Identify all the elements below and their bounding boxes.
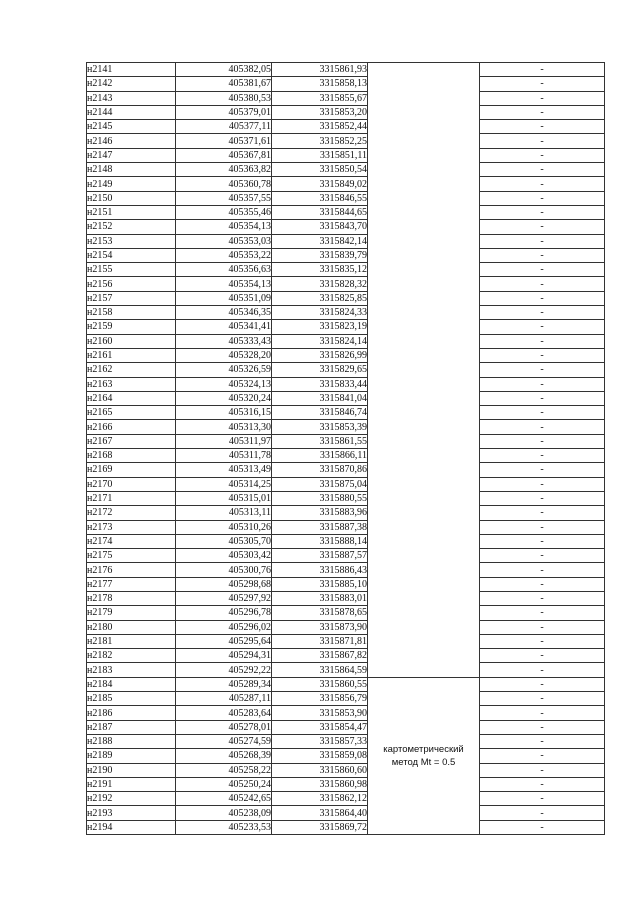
table-row bbox=[87, 191, 605, 205]
accuracy-cell: - bbox=[480, 692, 605, 706]
point-name-cell: н2176 bbox=[87, 563, 176, 577]
x-coordinate-cell: 405268,39 bbox=[176, 749, 272, 763]
table-row bbox=[87, 234, 605, 248]
x-coordinate-cell: 405315,01 bbox=[176, 491, 272, 505]
point-name-cell: н2157 bbox=[87, 291, 176, 305]
y-coordinate-cell: 3315852,25 bbox=[272, 134, 368, 148]
x-coordinate-cell: 405258,22 bbox=[176, 763, 272, 777]
y-coordinate-cell: 3315878,65 bbox=[272, 606, 368, 620]
table-row bbox=[87, 120, 605, 134]
point-name-cell: н2184 bbox=[87, 677, 176, 691]
y-coordinate-cell: 3315853,39 bbox=[272, 420, 368, 434]
y-coordinate-cell: 3315842,14 bbox=[272, 234, 368, 248]
table-row bbox=[87, 577, 605, 591]
accuracy-cell: - bbox=[480, 820, 605, 834]
coordinates-table-body bbox=[87, 63, 605, 835]
table-row bbox=[87, 348, 605, 362]
accuracy-cell: - bbox=[480, 706, 605, 720]
point-name-cell: н2183 bbox=[87, 663, 176, 677]
table-row bbox=[87, 549, 605, 563]
table-row bbox=[87, 334, 605, 348]
table-row bbox=[87, 777, 605, 791]
accuracy-cell: - bbox=[480, 306, 605, 320]
point-name-cell: н2182 bbox=[87, 649, 176, 663]
x-coordinate-cell: 405305,70 bbox=[176, 534, 272, 548]
x-coordinate-cell: 405287,11 bbox=[176, 692, 272, 706]
table-row bbox=[87, 263, 605, 277]
table-row bbox=[87, 277, 605, 291]
accuracy-cell: - bbox=[480, 277, 605, 291]
point-name-cell: н2164 bbox=[87, 391, 176, 405]
point-name-cell: н2160 bbox=[87, 334, 176, 348]
accuracy-cell: - bbox=[480, 606, 605, 620]
table-row bbox=[87, 749, 605, 763]
table-row bbox=[87, 534, 605, 548]
coordinates-table bbox=[86, 62, 605, 835]
point-name-cell: н2156 bbox=[87, 277, 176, 291]
point-name-cell: н2171 bbox=[87, 491, 176, 505]
accuracy-cell: - bbox=[480, 663, 605, 677]
y-coordinate-cell: 3315851,11 bbox=[272, 148, 368, 162]
accuracy-cell: - bbox=[480, 191, 605, 205]
accuracy-cell: - bbox=[480, 734, 605, 748]
table-row bbox=[87, 591, 605, 605]
y-coordinate-cell: 3315885,10 bbox=[272, 577, 368, 591]
point-name-cell: н2152 bbox=[87, 220, 176, 234]
point-name-cell: н2191 bbox=[87, 777, 176, 791]
table-row bbox=[87, 363, 605, 377]
y-coordinate-cell: 3315861,93 bbox=[272, 63, 368, 77]
accuracy-cell: - bbox=[480, 77, 605, 91]
y-coordinate-cell: 3315841,04 bbox=[272, 391, 368, 405]
accuracy-cell: - bbox=[480, 163, 605, 177]
accuracy-cell: - bbox=[480, 520, 605, 534]
table-row bbox=[87, 520, 605, 534]
x-coordinate-cell: 405356,63 bbox=[176, 263, 272, 277]
table-row bbox=[87, 806, 605, 820]
accuracy-cell: - bbox=[480, 148, 605, 162]
y-coordinate-cell: 3315860,98 bbox=[272, 777, 368, 791]
x-coordinate-cell: 405295,64 bbox=[176, 634, 272, 648]
y-coordinate-cell: 3315824,14 bbox=[272, 334, 368, 348]
x-coordinate-cell: 405250,24 bbox=[176, 777, 272, 791]
y-coordinate-cell: 3315859,08 bbox=[272, 749, 368, 763]
accuracy-cell: - bbox=[480, 91, 605, 105]
y-coordinate-cell: 3315888,14 bbox=[272, 534, 368, 548]
accuracy-cell: - bbox=[480, 248, 605, 262]
point-name-cell: н2175 bbox=[87, 549, 176, 563]
y-coordinate-cell: 3315873,90 bbox=[272, 620, 368, 634]
x-coordinate-cell: 405381,67 bbox=[176, 77, 272, 91]
x-coordinate-cell: 405326,59 bbox=[176, 363, 272, 377]
accuracy-cell: - bbox=[480, 348, 605, 362]
accuracy-cell: - bbox=[480, 263, 605, 277]
y-coordinate-cell: 3315856,79 bbox=[272, 692, 368, 706]
accuracy-cell: - bbox=[480, 420, 605, 434]
x-coordinate-cell: 405296,02 bbox=[176, 620, 272, 634]
x-coordinate-cell: 405310,26 bbox=[176, 520, 272, 534]
accuracy-cell: - bbox=[480, 177, 605, 191]
y-coordinate-cell: 3315867,82 bbox=[272, 649, 368, 663]
table-row bbox=[87, 677, 605, 691]
x-coordinate-cell: 405303,42 bbox=[176, 549, 272, 563]
x-coordinate-cell: 405353,03 bbox=[176, 234, 272, 248]
point-name-cell: н2168 bbox=[87, 449, 176, 463]
y-coordinate-cell: 3315825,85 bbox=[272, 291, 368, 305]
accuracy-cell: - bbox=[480, 763, 605, 777]
table-row bbox=[87, 91, 605, 105]
accuracy-cell: - bbox=[480, 634, 605, 648]
y-coordinate-cell: 3315835,12 bbox=[272, 263, 368, 277]
x-coordinate-cell: 405297,92 bbox=[176, 591, 272, 605]
table-row bbox=[87, 649, 605, 663]
point-name-cell: н2169 bbox=[87, 463, 176, 477]
table-row bbox=[87, 606, 605, 620]
y-coordinate-cell: 3315860,60 bbox=[272, 763, 368, 777]
x-coordinate-cell: 405289,34 bbox=[176, 677, 272, 691]
accuracy-cell: - bbox=[480, 506, 605, 520]
x-coordinate-cell: 405278,01 bbox=[176, 720, 272, 734]
x-coordinate-cell: 405274,59 bbox=[176, 734, 272, 748]
table-row bbox=[87, 634, 605, 648]
y-coordinate-cell: 3315880,55 bbox=[272, 491, 368, 505]
y-coordinate-cell: 3315846,55 bbox=[272, 191, 368, 205]
y-coordinate-cell: 3315864,40 bbox=[272, 806, 368, 820]
point-name-cell: н2158 bbox=[87, 306, 176, 320]
point-name-cell: н2147 bbox=[87, 148, 176, 162]
x-coordinate-cell: 405363,82 bbox=[176, 163, 272, 177]
x-coordinate-cell: 405238,09 bbox=[176, 806, 272, 820]
point-name-cell: н2177 bbox=[87, 577, 176, 591]
point-name-cell: н2192 bbox=[87, 792, 176, 806]
table-row bbox=[87, 248, 605, 262]
table-row bbox=[87, 734, 605, 748]
point-name-cell: н2155 bbox=[87, 263, 176, 277]
method-cell-group-1 bbox=[368, 63, 480, 678]
x-coordinate-cell: 405300,76 bbox=[176, 563, 272, 577]
accuracy-cell: - bbox=[480, 120, 605, 134]
y-coordinate-cell: 3315883,01 bbox=[272, 591, 368, 605]
x-coordinate-cell: 405320,24 bbox=[176, 391, 272, 405]
point-name-cell: н2173 bbox=[87, 520, 176, 534]
table-row bbox=[87, 63, 605, 77]
x-coordinate-cell: 405333,43 bbox=[176, 334, 272, 348]
table-row bbox=[87, 563, 605, 577]
accuracy-cell: - bbox=[480, 406, 605, 420]
x-coordinate-cell: 405324,13 bbox=[176, 377, 272, 391]
x-coordinate-cell: 405313,11 bbox=[176, 506, 272, 520]
x-coordinate-cell: 405328,20 bbox=[176, 348, 272, 362]
y-coordinate-cell: 3315849,02 bbox=[272, 177, 368, 191]
y-coordinate-cell: 3315861,55 bbox=[272, 434, 368, 448]
x-coordinate-cell: 405298,68 bbox=[176, 577, 272, 591]
table-row bbox=[87, 77, 605, 91]
point-name-cell: н2172 bbox=[87, 506, 176, 520]
x-coordinate-cell: 405311,78 bbox=[176, 449, 272, 463]
point-name-cell: н2149 bbox=[87, 177, 176, 191]
point-name-cell: н2159 bbox=[87, 320, 176, 334]
accuracy-cell: - bbox=[480, 63, 605, 77]
point-name-cell: н2166 bbox=[87, 420, 176, 434]
point-name-cell: н2165 bbox=[87, 406, 176, 420]
x-coordinate-cell: 405313,49 bbox=[176, 463, 272, 477]
y-coordinate-cell: 3315823,19 bbox=[272, 320, 368, 334]
accuracy-cell: - bbox=[480, 720, 605, 734]
method-label-line2: метод Mt = 0.5 bbox=[391, 756, 456, 768]
accuracy-cell: - bbox=[480, 291, 605, 305]
y-coordinate-cell: 3315887,57 bbox=[272, 549, 368, 563]
point-name-cell: н2180 bbox=[87, 620, 176, 634]
table-row bbox=[87, 377, 605, 391]
accuracy-cell: - bbox=[480, 334, 605, 348]
table-row bbox=[87, 105, 605, 119]
point-name-cell: н2150 bbox=[87, 191, 176, 205]
point-name-cell: н2178 bbox=[87, 591, 176, 605]
point-name-cell: н2143 bbox=[87, 91, 176, 105]
table-row bbox=[87, 763, 605, 777]
accuracy-cell: - bbox=[480, 549, 605, 563]
table-row bbox=[87, 706, 605, 720]
y-coordinate-cell: 3315866,11 bbox=[272, 449, 368, 463]
y-coordinate-cell: 3315858,13 bbox=[272, 77, 368, 91]
table-row bbox=[87, 463, 605, 477]
point-name-cell: н2170 bbox=[87, 477, 176, 491]
method-label-line1: картометрический bbox=[383, 743, 464, 755]
x-coordinate-cell: 405360,78 bbox=[176, 177, 272, 191]
x-coordinate-cell: 405242,65 bbox=[176, 792, 272, 806]
point-name-cell: н2146 bbox=[87, 134, 176, 148]
table-row bbox=[87, 391, 605, 405]
y-coordinate-cell: 3315862,12 bbox=[272, 792, 368, 806]
point-name-cell: н2154 bbox=[87, 248, 176, 262]
y-coordinate-cell: 3315853,90 bbox=[272, 706, 368, 720]
x-coordinate-cell: 405377,11 bbox=[176, 120, 272, 134]
accuracy-cell: - bbox=[480, 377, 605, 391]
y-coordinate-cell: 3315844,65 bbox=[272, 205, 368, 219]
table-row bbox=[87, 205, 605, 219]
point-name-cell: н2194 bbox=[87, 820, 176, 834]
point-name-cell: н2186 bbox=[87, 706, 176, 720]
point-name-cell: н2162 bbox=[87, 363, 176, 377]
table-row bbox=[87, 663, 605, 677]
accuracy-cell: - bbox=[480, 649, 605, 663]
accuracy-cell: - bbox=[480, 806, 605, 820]
point-name-cell: н2188 bbox=[87, 734, 176, 748]
x-coordinate-cell: 405341,41 bbox=[176, 320, 272, 334]
x-coordinate-cell: 405354,13 bbox=[176, 277, 272, 291]
method-cell-group-2 bbox=[368, 677, 480, 834]
point-name-cell: н2163 bbox=[87, 377, 176, 391]
table-row bbox=[87, 506, 605, 520]
x-coordinate-cell: 405294,31 bbox=[176, 649, 272, 663]
x-coordinate-cell: 405283,64 bbox=[176, 706, 272, 720]
accuracy-cell: - bbox=[480, 491, 605, 505]
y-coordinate-cell: 3315852,44 bbox=[272, 120, 368, 134]
x-coordinate-cell: 405354,13 bbox=[176, 220, 272, 234]
y-coordinate-cell: 3315855,67 bbox=[272, 91, 368, 105]
x-coordinate-cell: 405233,53 bbox=[176, 820, 272, 834]
y-coordinate-cell: 3315864,59 bbox=[272, 663, 368, 677]
table-row bbox=[87, 434, 605, 448]
x-coordinate-cell: 405371,61 bbox=[176, 134, 272, 148]
table-row bbox=[87, 220, 605, 234]
x-coordinate-cell: 405380,53 bbox=[176, 91, 272, 105]
point-name-cell: н2189 bbox=[87, 749, 176, 763]
accuracy-cell: - bbox=[480, 591, 605, 605]
accuracy-cell: - bbox=[480, 391, 605, 405]
x-coordinate-cell: 405367,81 bbox=[176, 148, 272, 162]
point-name-cell: н2174 bbox=[87, 534, 176, 548]
accuracy-cell: - bbox=[480, 749, 605, 763]
accuracy-cell: - bbox=[480, 220, 605, 234]
y-coordinate-cell: 3315887,38 bbox=[272, 520, 368, 534]
point-name-cell: н2142 bbox=[87, 77, 176, 91]
accuracy-cell: - bbox=[480, 320, 605, 334]
point-name-cell: н2193 bbox=[87, 806, 176, 820]
point-name-cell: н2151 bbox=[87, 205, 176, 219]
y-coordinate-cell: 3315826,99 bbox=[272, 348, 368, 362]
table-row bbox=[87, 406, 605, 420]
y-coordinate-cell: 3315843,70 bbox=[272, 220, 368, 234]
accuracy-cell: - bbox=[480, 563, 605, 577]
accuracy-cell: - bbox=[480, 363, 605, 377]
y-coordinate-cell: 3315886,43 bbox=[272, 563, 368, 577]
y-coordinate-cell: 3315833,44 bbox=[272, 377, 368, 391]
table-row bbox=[87, 477, 605, 491]
y-coordinate-cell: 3315829,65 bbox=[272, 363, 368, 377]
table-row bbox=[87, 320, 605, 334]
point-name-cell: н2190 bbox=[87, 763, 176, 777]
table-row bbox=[87, 420, 605, 434]
point-name-cell: н2145 bbox=[87, 120, 176, 134]
x-coordinate-cell: 405353,22 bbox=[176, 248, 272, 262]
table-row bbox=[87, 820, 605, 834]
table-row bbox=[87, 148, 605, 162]
accuracy-cell: - bbox=[480, 792, 605, 806]
y-coordinate-cell: 3315870,86 bbox=[272, 463, 368, 477]
point-name-cell: н2153 bbox=[87, 234, 176, 248]
table-row bbox=[87, 291, 605, 305]
y-coordinate-cell: 3315854,47 bbox=[272, 720, 368, 734]
y-coordinate-cell: 3315846,74 bbox=[272, 406, 368, 420]
accuracy-cell: - bbox=[480, 534, 605, 548]
table-row bbox=[87, 449, 605, 463]
x-coordinate-cell: 405379,01 bbox=[176, 105, 272, 119]
x-coordinate-cell: 405316,15 bbox=[176, 406, 272, 420]
y-coordinate-cell: 3315828,32 bbox=[272, 277, 368, 291]
point-name-cell: н2141 bbox=[87, 63, 176, 77]
y-coordinate-cell: 3315857,33 bbox=[272, 734, 368, 748]
point-name-cell: н2179 bbox=[87, 606, 176, 620]
accuracy-cell: - bbox=[480, 105, 605, 119]
table-row bbox=[87, 163, 605, 177]
y-coordinate-cell: 3315850,54 bbox=[272, 163, 368, 177]
x-coordinate-cell: 405296,78 bbox=[176, 606, 272, 620]
y-coordinate-cell: 3315860,55 bbox=[272, 677, 368, 691]
accuracy-cell: - bbox=[480, 434, 605, 448]
accuracy-cell: - bbox=[480, 463, 605, 477]
table-row bbox=[87, 491, 605, 505]
y-coordinate-cell: 3315883,96 bbox=[272, 506, 368, 520]
y-coordinate-cell: 3315871,81 bbox=[272, 634, 368, 648]
point-name-cell: н2161 bbox=[87, 348, 176, 362]
table-row bbox=[87, 177, 605, 191]
accuracy-cell: - bbox=[480, 477, 605, 491]
y-coordinate-cell: 3315875,04 bbox=[272, 477, 368, 491]
point-name-cell: н2181 bbox=[87, 634, 176, 648]
table-row bbox=[87, 134, 605, 148]
accuracy-cell: - bbox=[480, 777, 605, 791]
table-row bbox=[87, 792, 605, 806]
point-name-cell: н2167 bbox=[87, 434, 176, 448]
accuracy-cell: - bbox=[480, 234, 605, 248]
y-coordinate-cell: 3315853,20 bbox=[272, 105, 368, 119]
x-coordinate-cell: 405357,55 bbox=[176, 191, 272, 205]
x-coordinate-cell: 405355,46 bbox=[176, 205, 272, 219]
table-row bbox=[87, 692, 605, 706]
y-coordinate-cell: 3315869,72 bbox=[272, 820, 368, 834]
x-coordinate-cell: 405382,05 bbox=[176, 63, 272, 77]
point-name-cell: н2187 bbox=[87, 720, 176, 734]
table-row bbox=[87, 620, 605, 634]
y-coordinate-cell: 3315824,33 bbox=[272, 306, 368, 320]
x-coordinate-cell: 405311,97 bbox=[176, 434, 272, 448]
x-coordinate-cell: 405314,25 bbox=[176, 477, 272, 491]
accuracy-cell: - bbox=[480, 577, 605, 591]
table-row bbox=[87, 720, 605, 734]
accuracy-cell: - bbox=[480, 620, 605, 634]
x-coordinate-cell: 405346,35 bbox=[176, 306, 272, 320]
table-row bbox=[87, 306, 605, 320]
y-coordinate-cell: 3315839,79 bbox=[272, 248, 368, 262]
accuracy-cell: - bbox=[480, 449, 605, 463]
point-name-cell: н2148 bbox=[87, 163, 176, 177]
x-coordinate-cell: 405351,09 bbox=[176, 291, 272, 305]
point-name-cell: н2185 bbox=[87, 692, 176, 706]
x-coordinate-cell: 405292,22 bbox=[176, 663, 272, 677]
accuracy-cell: - bbox=[480, 134, 605, 148]
point-name-cell: н2144 bbox=[87, 105, 176, 119]
accuracy-cell: - bbox=[480, 677, 605, 691]
x-coordinate-cell: 405313,30 bbox=[176, 420, 272, 434]
accuracy-cell: - bbox=[480, 205, 605, 219]
